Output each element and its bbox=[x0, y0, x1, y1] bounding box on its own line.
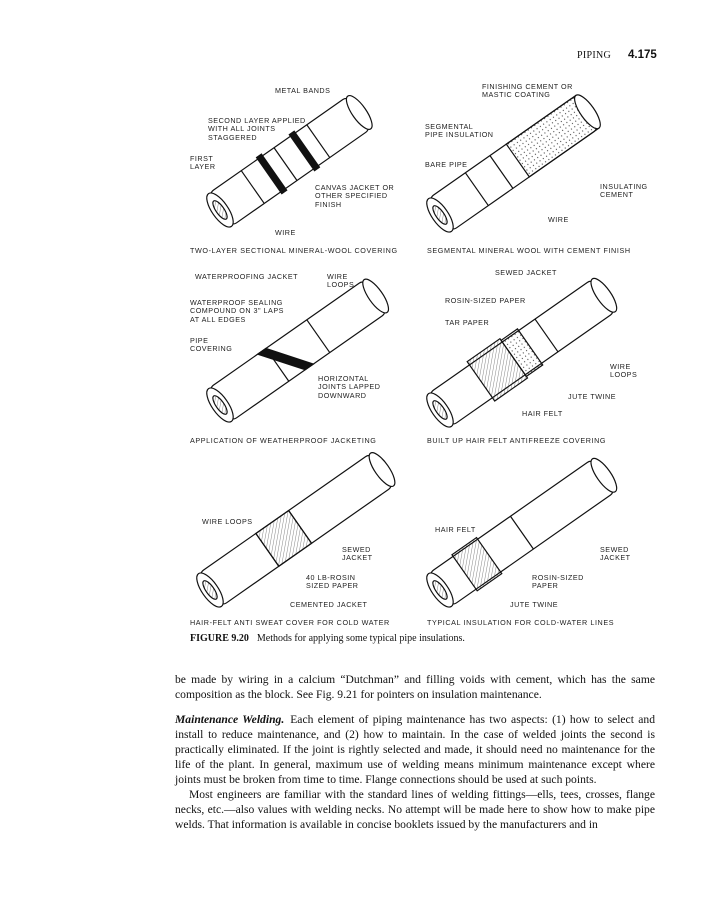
label-sewed-jacket-2: SEWED JACKET bbox=[342, 545, 373, 563]
label-hair-felt-2: HAIR FELT bbox=[435, 525, 476, 534]
label-bare-pipe: BARE PIPE bbox=[425, 160, 468, 169]
pipe-drawing-two-layer bbox=[201, 90, 378, 232]
label-metal-bands: METAL BANDS bbox=[275, 86, 331, 95]
label-rosin-sized-paper-2: ROSIN-SIZED PAPER bbox=[532, 573, 584, 591]
pipe-insulation-figure bbox=[190, 80, 660, 650]
label-sealing-compound: WATERPROOF SEALING COMPOUND ON 3" LAPS AT ALL EDGES bbox=[190, 298, 284, 324]
figure-number: FIGURE 9.20 bbox=[190, 633, 249, 644]
label-sewed-jacket-3: SEWED JACKET bbox=[600, 545, 631, 563]
label-rosin-paper-40lb: 40 LB-ROSIN SIZED PAPER bbox=[306, 573, 359, 591]
label-wire: WIRE bbox=[275, 228, 296, 237]
body-text bbox=[175, 672, 655, 702]
figure-caption-text: Methods for applying some typical pipe insulations. bbox=[256, 633, 465, 644]
label-second-layer: SECOND LAYER APPLIED WITH ALL JOINTS STAGGERED bbox=[208, 116, 306, 142]
panel-caption: TYPICAL INSULATION FOR COLD-WATER LINES bbox=[427, 618, 615, 627]
label-wire-loops-3: WIRE LOOPS bbox=[202, 517, 253, 526]
label-wire-loops-2: WIRE LOOPS bbox=[610, 362, 638, 380]
label-jute-twine-2: JUTE TWINE bbox=[510, 600, 558, 609]
paragraph-1: be made by wiring in a calcium “Dutchman” and filling voids with cement, which has the same composition as the block. See Fig. 9.21 for pointers on insulation maintenance. bbox=[175, 673, 655, 701]
label-first-layer: FIRST LAYER bbox=[190, 154, 216, 172]
pipe-drawing-anti-sweat bbox=[192, 449, 399, 611]
label-wire-2: WIRE bbox=[548, 215, 569, 224]
label-horizontal-joints: HORIZONTAL JOINTS LAPPED DOWNWARD bbox=[318, 374, 381, 400]
paragraph-3: Most engineers are familiar with the standard lines of welding fittings—ells, tees, crosses, flange necks, etc.—also values with welding necks. No attempt will be made here to show how to make pipe welds. That information is available in concise booklets issued by the manufacturers and in bbox=[175, 788, 655, 831]
label-hair-felt: HAIR FELT bbox=[522, 409, 563, 418]
label-waterproofing-jacket: WATERPROOFING JACKET bbox=[195, 272, 299, 281]
label-finishing-cement: FINISHING CEMENT OR MASTIC COATING bbox=[482, 82, 573, 100]
figure-caption bbox=[190, 633, 465, 644]
label-canvas-jacket: CANVAS JACKET OR OTHER SPECIFIED FINISH bbox=[315, 183, 395, 209]
panel-caption: SEGMENTAL MINERAL WOOL WITH CEMENT FINISH bbox=[427, 246, 631, 255]
page-number: 4.175 bbox=[628, 49, 657, 61]
label-jute-twine: JUTE TWINE bbox=[568, 392, 616, 401]
label-sewed-jacket: SEWED JACKET bbox=[495, 268, 557, 277]
panel-caption: HAIR-FELT ANTI SWEAT COVER FOR COLD WATER bbox=[190, 618, 390, 627]
section-heading: Maintenance Welding. bbox=[175, 713, 285, 726]
label-tar-paper: TAR PAPER bbox=[445, 318, 490, 327]
label-pipe-covering: PIPE COVERING bbox=[190, 336, 233, 354]
panel-caption: TWO-LAYER SECTIONAL MINERAL-WOOL COVERING bbox=[190, 246, 398, 255]
label-wire-loops: WIRE LOOPS bbox=[327, 272, 355, 290]
panel-caption: APPLICATION OF WEATHERPROOF JACKETING bbox=[190, 436, 377, 445]
panel-caption: BUILT UP HAIR FELT ANTIFREEZE COVERING bbox=[427, 436, 607, 445]
label-insulating-cement: INSULATING CEMENT bbox=[600, 182, 648, 200]
paragraph-2: Maintenance Welding. Each element of piping maintenance has two aspects: (1) how to select and install to reduce maintenance, and (2) how to maintain. In the case of welded joints the second is practically eliminated. If the joint is rightly selected and made, it should need no maintenance for the life of the plant. In general, maximum use of welding means minimum maintenance except where joints must be broken from time to time. Flange connections should be used at such points. bbox=[175, 713, 655, 786]
section-title: PIPING bbox=[577, 50, 612, 61]
label-cemented-jacket: CEMENTED JACKET bbox=[290, 600, 368, 609]
body-text-section bbox=[175, 712, 655, 832]
label-segmental-insulation: SEGMENTAL PIPE INSULATION bbox=[425, 122, 494, 140]
label-rosin-sized-paper: ROSIN-SIZED PAPER bbox=[445, 296, 526, 305]
